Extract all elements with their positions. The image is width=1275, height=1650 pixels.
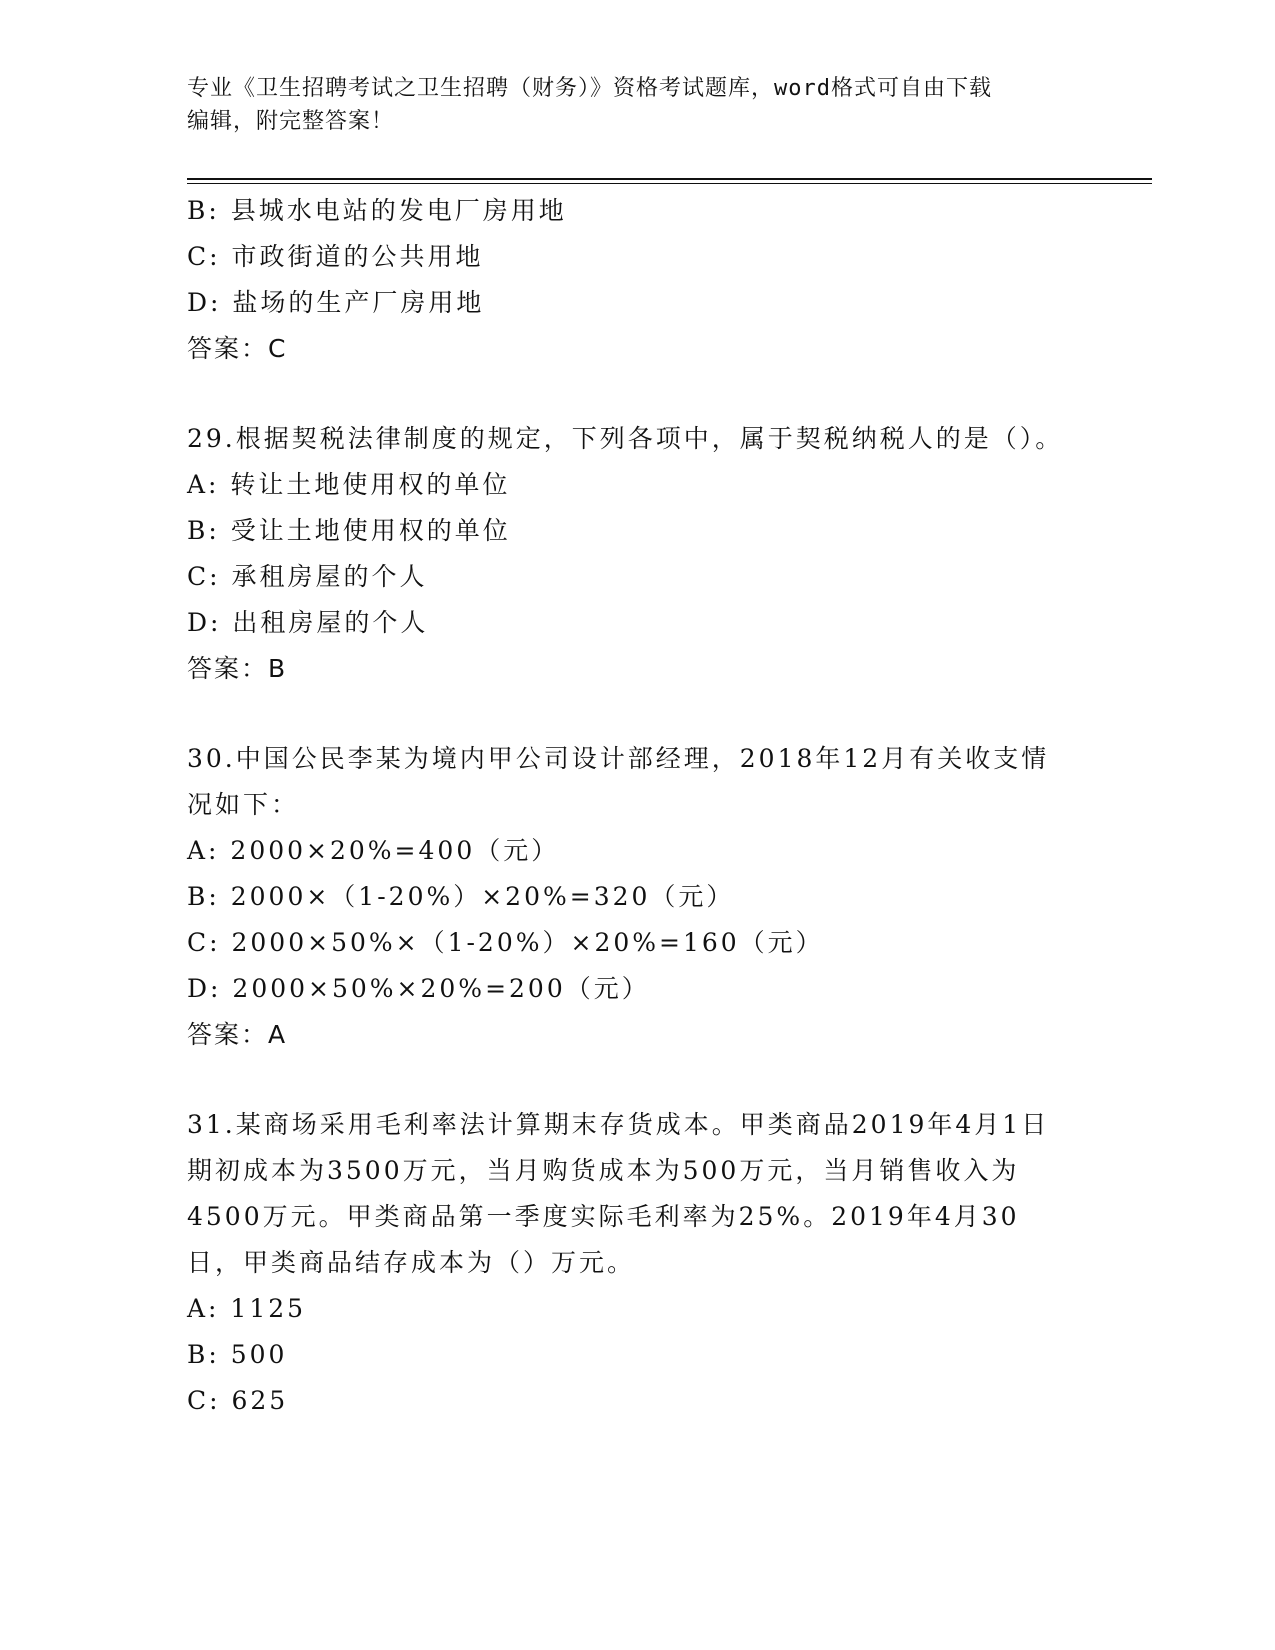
- header-divider-thin: [187, 183, 1152, 184]
- header-line-2: 编辑，附完整答案！: [187, 109, 395, 134]
- q31-stem: 31.某商场采用毛利率法计算期末存货成本。甲类商品2019年4月1日期初成本为3500万元，当月购货成本为500万元，当月销售收入为4500万元。甲类商品第一季度实际毛利率为25%。2019年4月30日，甲类商品结存成本为（）万元。: [187, 1110, 1050, 1277]
- q28-option-d: D: 盐场的生产厂房用地: [187, 288, 485, 317]
- header-line-1: 专业《卫生招聘考试之卫生招聘（财务）》资格考试题库，word格式可自由下载: [187, 76, 992, 101]
- q31-option-a: A: 1125: [187, 1294, 307, 1323]
- q28-answer: 答案：C: [187, 334, 288, 363]
- q30-answer: 答案：A: [187, 1020, 288, 1049]
- question-content: [187, 188, 1087, 1424]
- q30-option-b: B: 2000×（1-20%）×20%=320（元）: [187, 882, 735, 911]
- question-31-block: [187, 1102, 1087, 1424]
- q30-option-c: C: 2000×50%×（1-20%）×20%=160（元）: [187, 928, 824, 957]
- question-29-block: [187, 416, 1087, 692]
- q28-option-b: B: 县城水电站的发电厂房用地: [187, 196, 567, 225]
- q29-option-b: B: 受让土地使用权的单位: [187, 516, 511, 545]
- q28-option-c: C: 市政街道的公共用地: [187, 242, 484, 271]
- header-divider-thick: [187, 178, 1152, 180]
- spacer: [187, 372, 1087, 416]
- spacer: [187, 1058, 1087, 1102]
- question-28-block: [187, 188, 1087, 372]
- q31-option-b: B: 500: [187, 1340, 288, 1369]
- q29-option-a: A: 转让土地使用权的单位: [187, 470, 511, 499]
- q30-stem: 30.中国公民李某为境内甲公司设计部经理，2018年12月有关收支情况如下：: [187, 744, 1050, 819]
- q30-option-a: A: 2000×20%=400（元）: [187, 836, 560, 865]
- q30-option-d: D: 2000×50%×20%=200（元）: [187, 974, 650, 1003]
- document-header: [187, 72, 1087, 138]
- q29-answer: 答案：B: [187, 654, 288, 683]
- spacer: [187, 692, 1087, 736]
- q31-option-c: C: 625: [187, 1386, 289, 1415]
- q29-option-c: C: 承租房屋的个人: [187, 562, 428, 591]
- question-30-block: [187, 736, 1087, 1058]
- q29-option-d: D: 出租房屋的个人: [187, 608, 429, 637]
- q29-stem: 29.根据契税法律制度的规定，下列各项中，属于契税纳税人的是（）。: [187, 424, 1064, 453]
